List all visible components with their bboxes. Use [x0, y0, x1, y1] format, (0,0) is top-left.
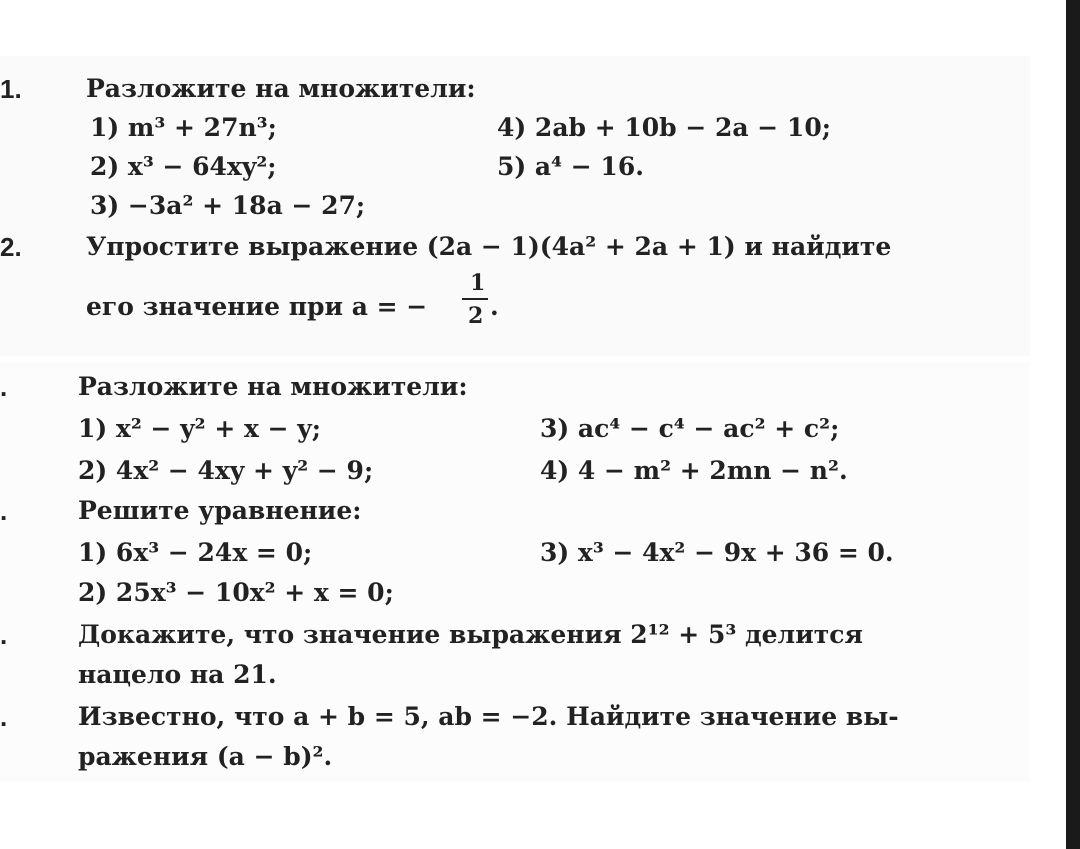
- problem-text-line: Упростите выражение (2a − 1)(4a² + 2a + 1) и найдите: [86, 232, 892, 261]
- problem-text-line: ражения (a − b)².: [78, 742, 333, 771]
- problem-item: 2) 4x² − 4xy + y² − 9;: [78, 456, 374, 485]
- problem-text-end: .: [490, 292, 499, 321]
- problem-item: 4) 4 − m² + 2mn − n².: [540, 456, 848, 485]
- fraction-numerator: 1: [470, 270, 486, 296]
- problem-item: 2) x³ − 64xy²;: [90, 152, 277, 181]
- problem-number: .: [0, 620, 8, 650]
- problem-text-line: его значение при a = −: [86, 292, 428, 321]
- problem-number: 2.: [0, 232, 22, 262]
- problem-heading: Разложите на множители:: [86, 74, 476, 103]
- problem-item: 1) m³ + 27n³;: [90, 113, 277, 142]
- problem-text-line: нацело на 21.: [78, 660, 277, 689]
- problem-number: 1.: [0, 74, 22, 104]
- problem-item: 4) 2ab + 10b − 2a − 10;: [497, 113, 831, 142]
- problem-number: .: [0, 702, 8, 732]
- problem-item: 1) 6x³ − 24x = 0;: [78, 538, 313, 567]
- problem-item: 3) x³ − 4x² − 9x + 36 = 0.: [540, 538, 894, 567]
- problem-item: 5) a⁴ − 16.: [497, 152, 644, 181]
- problem-heading: Разложите на множители:: [78, 372, 468, 401]
- problem-text-line: Докажите, что значение выражения 2¹² + 5³ делится: [78, 620, 863, 649]
- fraction-bar: [462, 298, 488, 300]
- problem-text-line: Известно, что a + b = 5, ab = −2. Найдите значение вы-: [78, 702, 899, 731]
- problem-item: 1) x² − y² + x − y;: [78, 414, 321, 443]
- problem-heading: Решите уравнение:: [78, 496, 362, 525]
- problem-item: 3) −3a² + 18a − 27;: [90, 191, 366, 220]
- screen-edge-bar: [1066, 0, 1080, 849]
- problem-number: .: [0, 496, 8, 526]
- fraction-denominator: 2: [468, 303, 484, 329]
- problem-item: 2) 25x³ − 10x² + x = 0;: [78, 578, 394, 607]
- problem-item: 3) ac⁴ − c⁴ − ac² + c²;: [540, 414, 840, 443]
- problem-number: .: [0, 372, 8, 402]
